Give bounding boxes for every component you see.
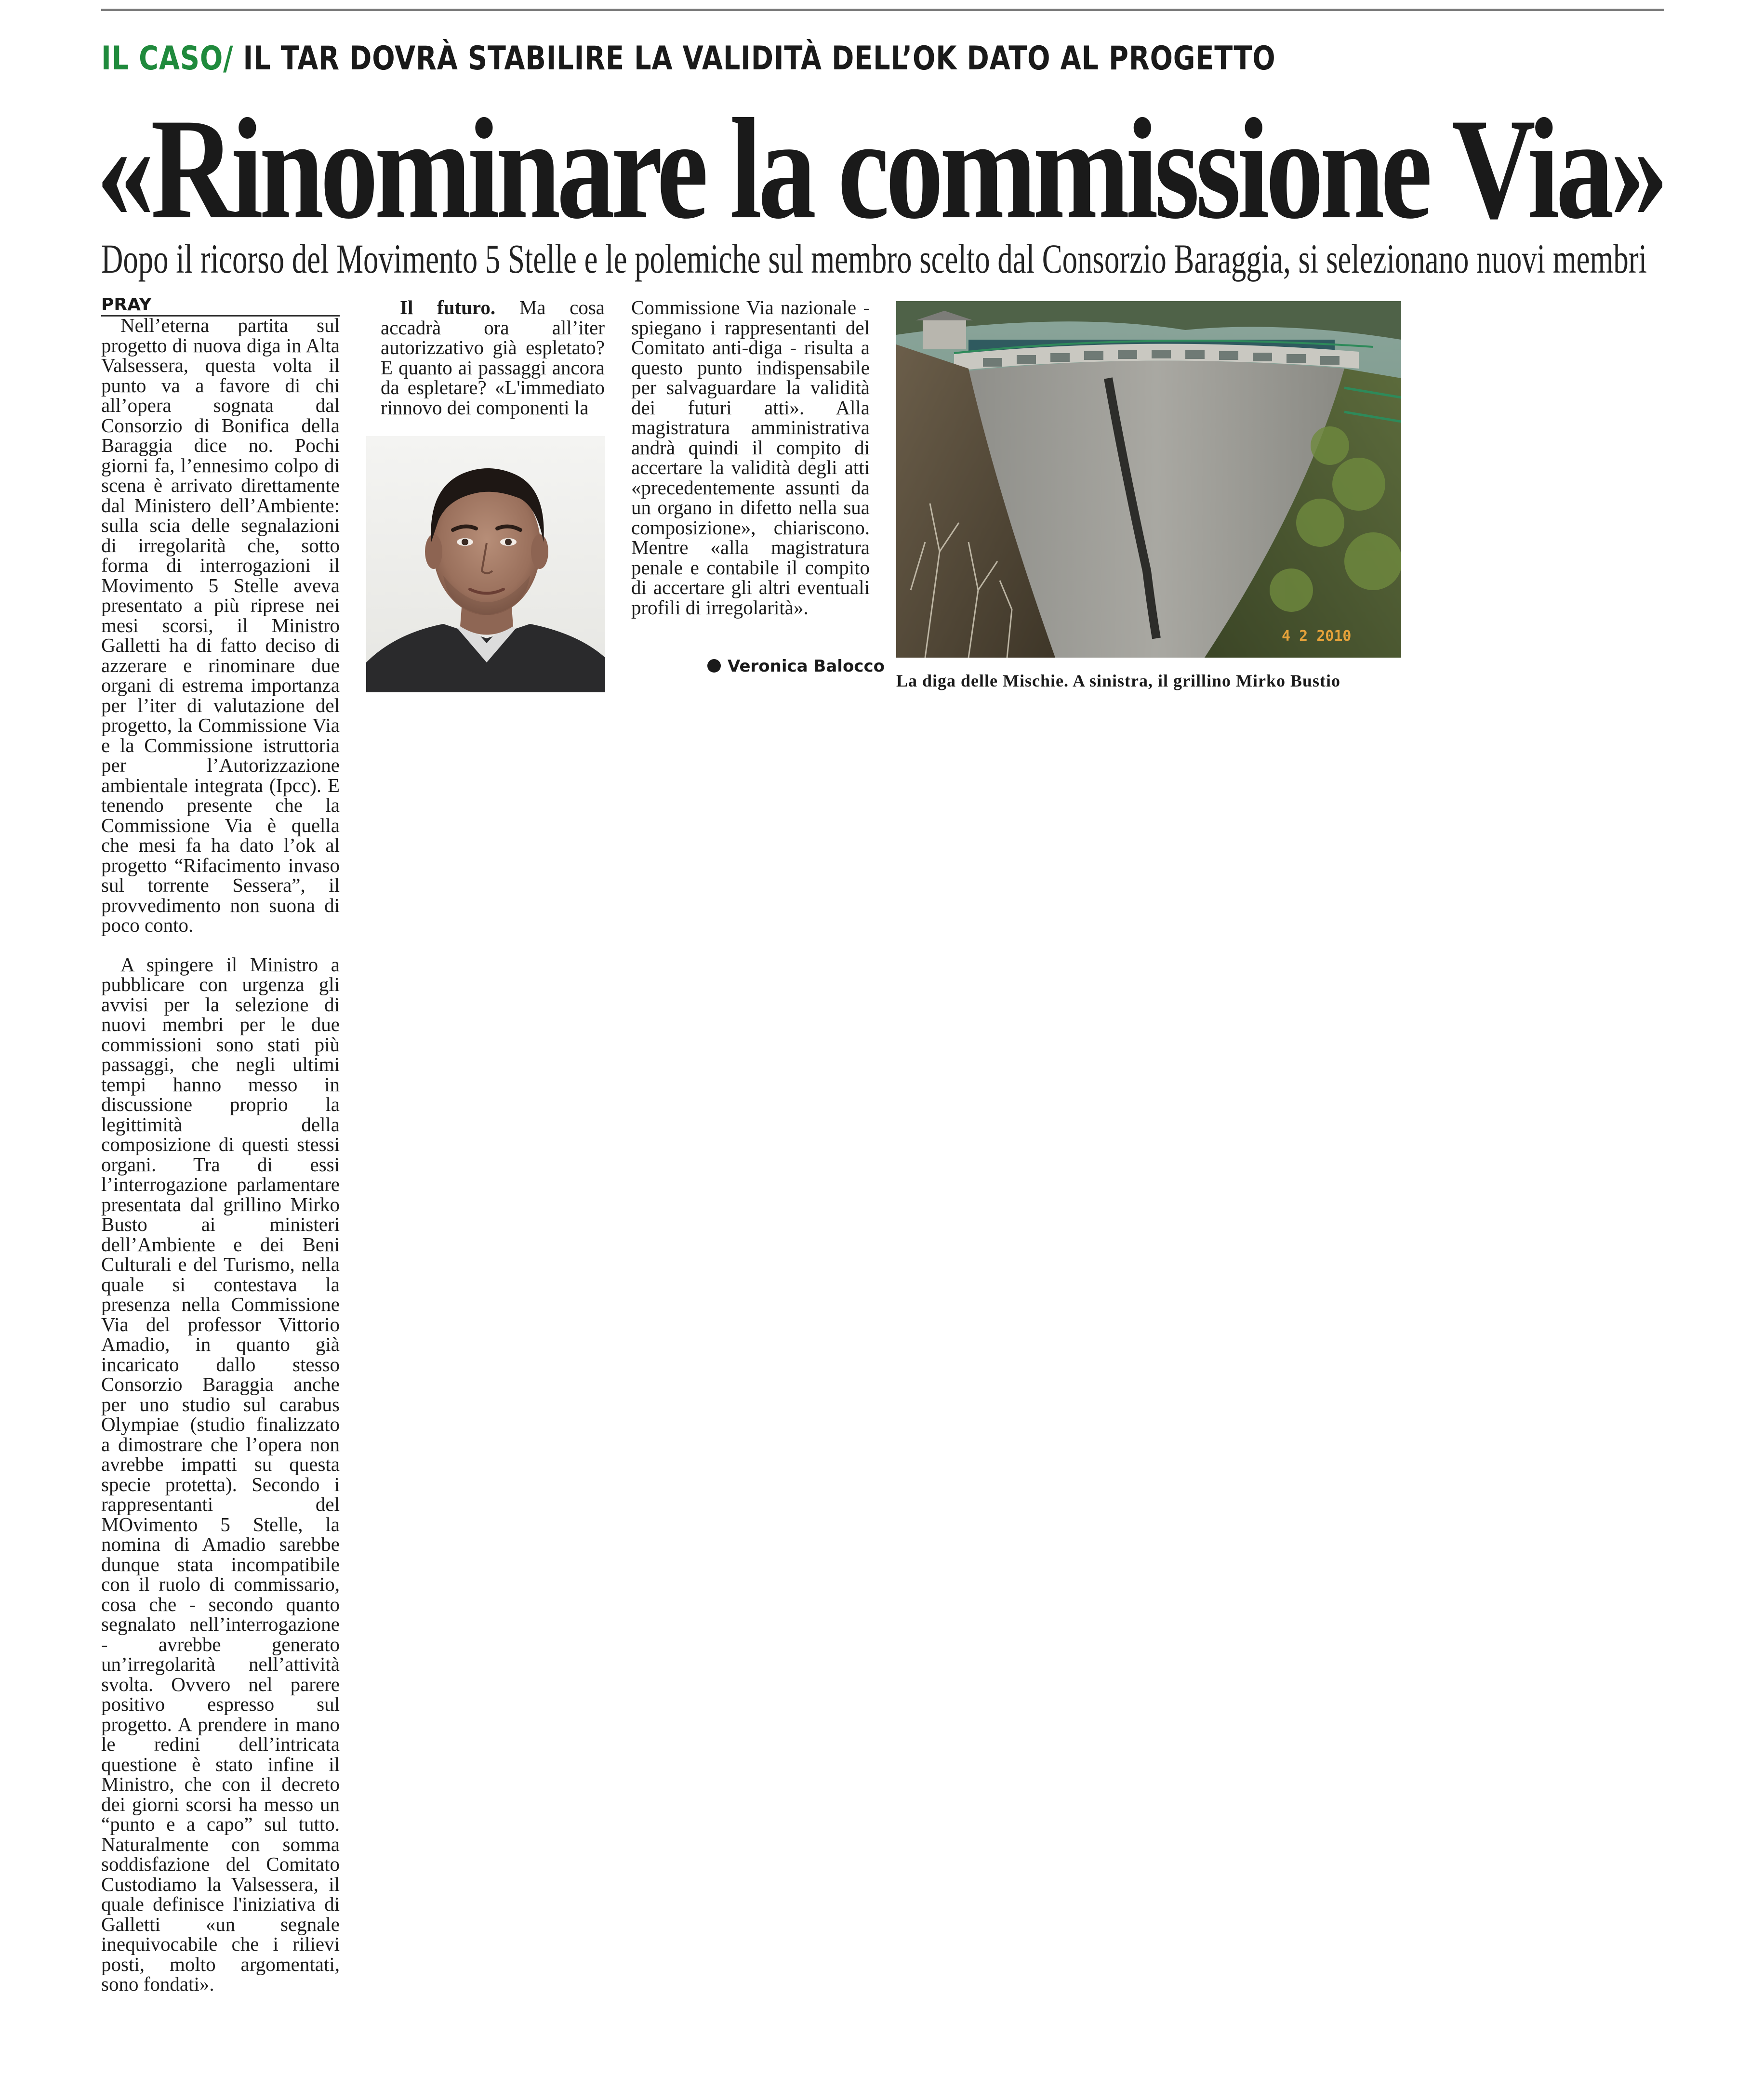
- top-rule: [101, 9, 1664, 11]
- subheadline: Dopo il ricorso del Movimento 5 Stelle e le polemiche sul membro scelto dal Consorzio Baraggia, si selezionano nuovi membri: [101, 236, 1647, 282]
- column-1: [101, 316, 340, 1995]
- column-2: [381, 298, 605, 418]
- body-paragraph-4: Commissione Via nazionale - spiegano i rappresentanti del Comitato anti-diga - risulta a questo punto indispensabile per salvaguardare la validità dei futuri atti». Alla magistratura amministrativa andrà quindi il compito di accertare la validità degli atti «precedentemente assunti da un organo in difetto nella sua composizione», chiariscono. Mentre «alla magistratura penale e contabile il compito di accertare gli altri eventuali profili di irregolarità».: [631, 296, 870, 619]
- byline: [707, 656, 885, 676]
- kicker-tag: IL CASO: [101, 40, 224, 78]
- portrait-photo: [366, 436, 605, 692]
- photo-date-stamp: 4 2 2010: [1282, 628, 1352, 645]
- body-paragraph-1: Nell’eterna partita sul progetto di nuova diga in Alta Valsessera, questa volta il punto va a favore di chi all’opera sognata dal Consorzio di Bonifica della Baraggia dice no. Pochi giorni fa, l’ennesimo colpo di scena è arrivato direttamente dal Ministero dell’Ambiente: sulla scia delle segnalazioni di irregolarità che, sotto forma di interrogazioni il Movimento 5 Stelle aveva presentato a più riprese nei mesi scorsi, il Ministro Galletti ha di fatto deciso di azzerare e rinominare due organi di estrema importanza per l’iter di valutazione del progetto, la Commissione Via e la Commissione istruttoria per l’Autorizzazione ambientale integrata (Ipcc). E tenendo presente che la Commissione Via è quella che mesi fa ha dato l’ok al progetto “Rifacimento invaso sul torrente Sessera”, il provvedimento non suona di poco conto.: [101, 314, 340, 936]
- kicker-slash: /: [223, 40, 234, 78]
- body-paragraph-2: A spingere il Ministro a pubblicare con urgenza gli avvisi per la selezione di nuovi membri per le due commissioni sono stati più passaggi, che negli ultimi tempi hanno messo in discussione proprio la legittimità della composizione di questi stessi organi. Tra di essi l’interrogazione parlamentare presentata dal grillino Mirko Busto ai ministeri dell’Ambiente e dei Beni Culturali e del Turismo, nella quale si contestava la presenza nella Commissione Via del professor Vittorio Amadio, in quanto già incaricato dallo stesso Consorzio Baraggia anche per uno studio sul carabus Olympiae (studio finalizzato a dimostrare che l’opera non avrebbe impatti su questa specie protetta). Secondo i rappresentanti del MOvimento 5 Stelle, la nomina di Amadio sarebbe dunque stata incompatibile con il ruolo di commissario, cosa che - secondo quanto segnalato nell’interrogazione - avrebbe generato un’irregolarità nell’attività svolta. Ovvero nel parere positivo espresso sul progetto. A prendere in mano le redini dell’intricata questione è stato infine il Ministro, che con il decreto dei giorni scorsi ha messo un “punto e a capo” sul tutto. Naturalmente con somma soddisfazione del Comitato Custodiamo la Valsessera, il quale definisce l'iniziativa di Galletti «un segnale inequivocabile che i rilievi posti, molto argomentati, sono fondati».: [101, 953, 340, 1995]
- kicker: [101, 35, 1381, 83]
- photo-caption: La diga delle Mischie. A sinistra, il grillino Mirko Bustio: [896, 671, 1341, 690]
- kicker-text: IL TAR DOVRÀ STABILIRE LA VALIDITÀ DELL’OK DATO AL PROGETTO: [243, 40, 1276, 78]
- body-paragraph-3: [381, 298, 605, 418]
- headline: «Rinominare la commissione Via»: [96, 89, 1665, 249]
- column-3: [631, 298, 870, 618]
- section-text: Ma cosa accadrà ora all’iter autorizzativo già espletato? E quanto ai passaggi ancora da espletare? «L'immediato rinnovo dei componenti la: [381, 296, 605, 419]
- section-lead: Il futuro.: [400, 296, 496, 318]
- dateline: PRAY: [101, 295, 340, 317]
- byline-author: Veronica Balocco: [728, 657, 885, 676]
- dam-photo: [896, 301, 1401, 658]
- byline-bullet: [707, 659, 721, 673]
